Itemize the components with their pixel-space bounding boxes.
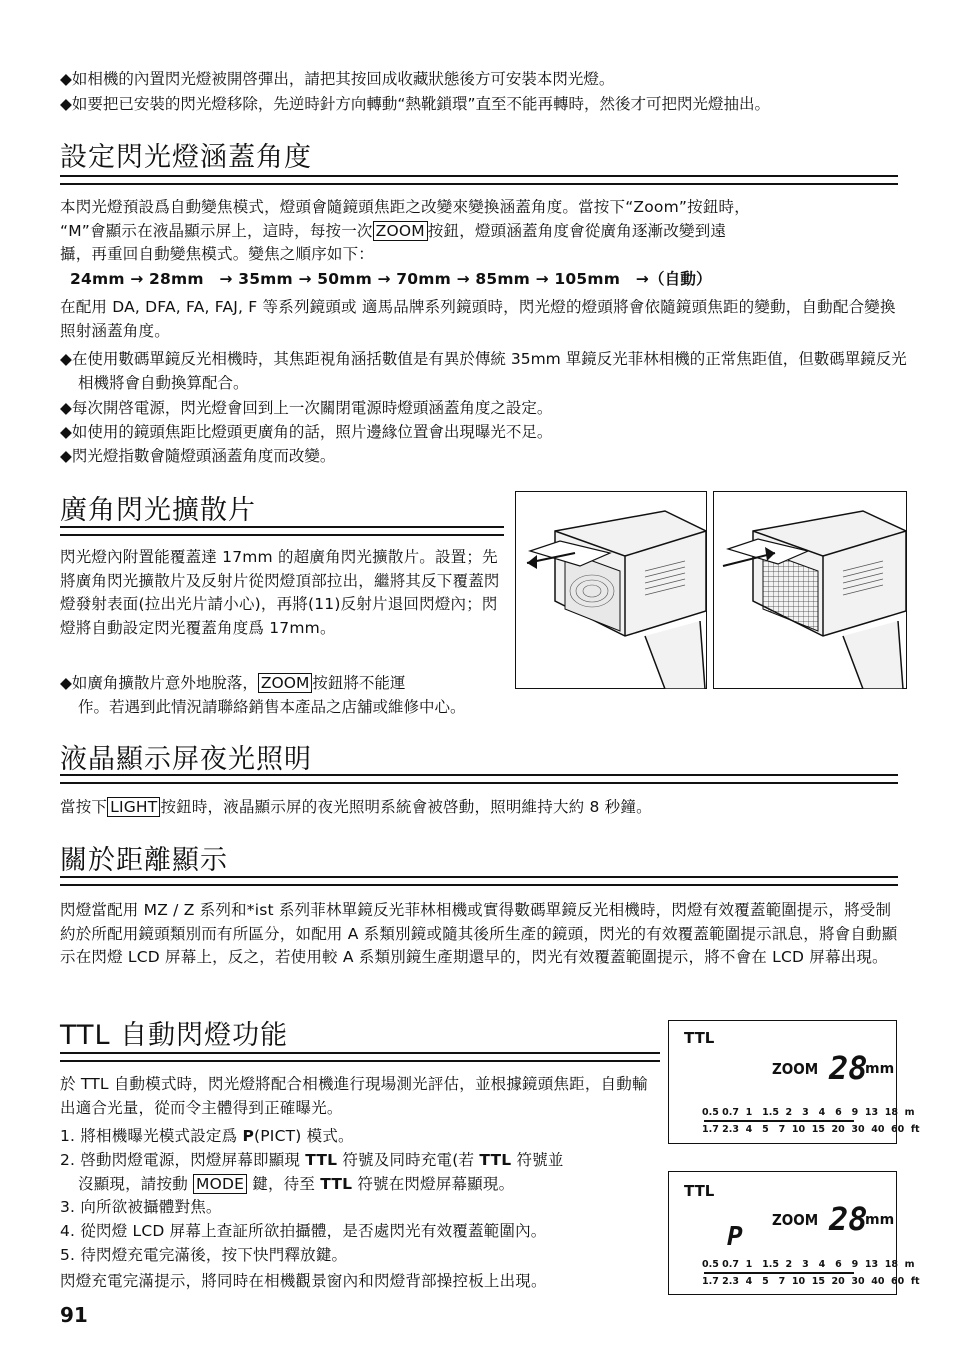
section-title-ttl: TTL 自動閃燈功能 — [60, 1020, 289, 1051]
section-rule — [60, 876, 898, 886]
ttl-paragraph: 於 TTL 自動模式時，閃光燈將配合相機進行現場測光評估，並根據鏡頭焦距，自動輸出適合光量，從而令主體得到正確曝光。 — [60, 1075, 648, 1117]
distance-display-paragraph: 閃燈當配用 MZ / Z 系列和*ist 系列菲林單鏡反光菲林相機或實得數碼單鏡反光相機時，閃燈有效覆蓋範圍提示，將受制約於所配用鏡頭類別而有所區分，如配用 A 系類別鏡或隨其後所生產的鏡頭，閃光的有效覆蓋範圍提示訊息，將會自動顯示在閃燈 LCD 屏幕上，反之，若使用較 A 系類別鏡生產期還早的，閃光有效覆蓋範圍提示，將不會在 LCD 屏幕出現。 — [60, 901, 898, 966]
lcd-meter-scale: 0.5 0.7 1 1.5 2 3 4 6 9 13 18 m — [702, 1107, 915, 1118]
lcd-zoom-label: ZOOM — [772, 1211, 819, 1229]
section-rule — [60, 526, 504, 536]
lcd-zoom-label: ZOOM — [772, 1060, 819, 1078]
mode-button-label: MODE — [193, 1174, 247, 1194]
light-button-label: LIGHT — [107, 797, 160, 817]
lcd-illumination-paragraph: 當按下 LIGHT 按鈕時，液晶顯示屏的夜光照明系統會被啓動，照明維持大約 8 秒鐘。 — [60, 798, 652, 816]
coverage-bullet-4: ◆閃光燈指數會隨燈頭涵蓋角度而改變。 — [60, 447, 336, 465]
lcd-p-mode-indicator: P — [727, 1222, 743, 1252]
section-title-coverage-angle: 設定閃光燈涵蓋角度 — [60, 142, 312, 173]
ttl-step-1: 1. 將相機曝光模式設定爲 P(PICT) 模式。 — [60, 1127, 354, 1145]
zoom-button-label: ZOOM — [373, 221, 428, 241]
coverage-bullet-1: ◆在使用數碼單鏡反光相機時，其焦距視角涵括數值是有異於傳統 35mm 單鏡反光菲林相機的正常焦距值，但數碼單鏡反光相機將會自動換算配合。 — [60, 350, 907, 392]
top-bullet-2: ◆如要把已安裝的閃光燈移除，先逆時針方向轉動“熱靴鎖環”直至不能再轉時，然後才可把閃光燈抽出。 — [60, 95, 770, 113]
flash-illustration-cover — [713, 491, 907, 689]
lcd-feet-scale: 1.7 2.3 4 5 7 10 15 20 30 40 60 ft — [702, 1124, 920, 1135]
section-title-distance-display: 關於距離顯示 — [60, 845, 228, 876]
ttl-step-2: 2. 啓動閃燈電源，閃燈屏幕即顯現 TTL 符號及同時充電(若 TTL 符號並 沒顯現，請按動 MODE 鍵，待至 TTL 符號在閃燈屏幕顯現。 — [60, 1151, 564, 1193]
lcd-feet-scale: 1.7 2.3 4 5 7 10 15 20 30 40 60 ft — [702, 1276, 920, 1287]
lcd-zoom-value: 28 — [829, 1200, 868, 1238]
lcd-ttl-indicator: TTL — [684, 1182, 715, 1200]
lcd-panel-1 — [668, 1020, 920, 1144]
wide-panel-bullet: ◆如廣角擴散片意外地脫落， ZOOM 按鈕將不能運 — [60, 674, 406, 692]
zoom-button-label: ZOOM — [258, 673, 312, 693]
lcd-unit: mm — [865, 1212, 895, 1228]
ttl-step-5: 5. 待閃燈充電完滿後，按下快門釋放鍵。 — [60, 1246, 348, 1264]
wide-panel-paragraph: 閃光燈內附置能覆蓋達 17mm 的超廣角閃光擴散片。設置；先將廣角閃光擴散片及反射片從閃燈頂部拉出，繼將其反下覆蓋閃燈發射表面(拉出光片請小心)，再將(11)反射片退回閃燈內；閃燈將自動設定閃光覆蓋角度爲 17mm。 — [60, 548, 500, 637]
section-rule — [60, 1052, 660, 1062]
ttl-ready-note: 閃燈充電完滿提示，將同時在相機觀景窗內和閃燈背部操控板上出現。 — [60, 1272, 547, 1290]
flash-illustration-pull-out — [515, 491, 707, 689]
lcd-range-bar — [704, 1120, 854, 1122]
lcd-unit: mm — [865, 1061, 895, 1077]
section-rule — [60, 774, 898, 784]
lcd-panel-2 — [668, 1171, 920, 1295]
zoom-sequence: 24mm → 28mm → 35mm → 50mm → 70mm → 85mm → 105mm →（自動） — [70, 270, 712, 288]
lcd-range-bar — [704, 1272, 854, 1274]
lcd-zoom-value: 28 — [829, 1049, 868, 1087]
coverage-bullet-3: ◆如使用的鏡頭焦距比燈頭更廣角的話，照片邊緣位置會出現曝光不足。 — [60, 423, 553, 441]
section-rule — [60, 175, 898, 185]
wide-panel-bullet-cont: 作。若遇到此情況請聯絡銷售本產品之店舖或維修中心。 — [78, 698, 466, 716]
section-title-lcd-illumination: 液晶顯示屏夜光照明 — [60, 744, 312, 775]
coverage-paragraph-1: 本閃光燈預設爲自動變焦模式，燈頭會隨鏡頭焦距之改變來變換涵蓋角度。當按下“Zoom”按鈕時， “M”會顯示在液晶顯示屏上，這時，每按一次 ZOOM 按鈕，燈頭涵蓋角度會從廣角逐漸改變到遠 攝，再重回自動變焦模式。變焦之順序如下： — [60, 198, 750, 263]
lcd-meter-scale: 0.5 0.7 1 1.5 2 3 4 6 9 13 18 m — [702, 1259, 915, 1270]
section-title-wide-panel: 廣角閃光擴散片 — [60, 495, 256, 526]
coverage-bullet-2: ◆每次開啓電源，閃光燈會回到上一次關閉電源時燈頭涵蓋角度之設定。 — [60, 399, 553, 417]
top-bullet-1: ◆如相機的內置閃光燈被開啓彈出，請把其按回成收藏狀態後方可安裝本閃光燈。 — [60, 70, 615, 88]
coverage-paragraph-2: 在配用 DA, DFA, FA, FAJ, F 等系列鏡頭或 適馬品牌系列鏡頭時，閃光燈的燈頭將會依隨鏡頭焦距的變動，自動配合變換照射涵蓋角度。 — [60, 298, 896, 340]
lcd-ttl-indicator: TTL — [684, 1029, 715, 1047]
page-number: 91 — [60, 1303, 88, 1327]
ttl-step-4: 4. 從閃燈 LCD 屏幕上查証所欲拍攝體，是否處閃光有效覆蓋範圍內。 — [60, 1222, 547, 1240]
ttl-step-3: 3. 向所欲被攝體對焦。 — [60, 1198, 222, 1216]
